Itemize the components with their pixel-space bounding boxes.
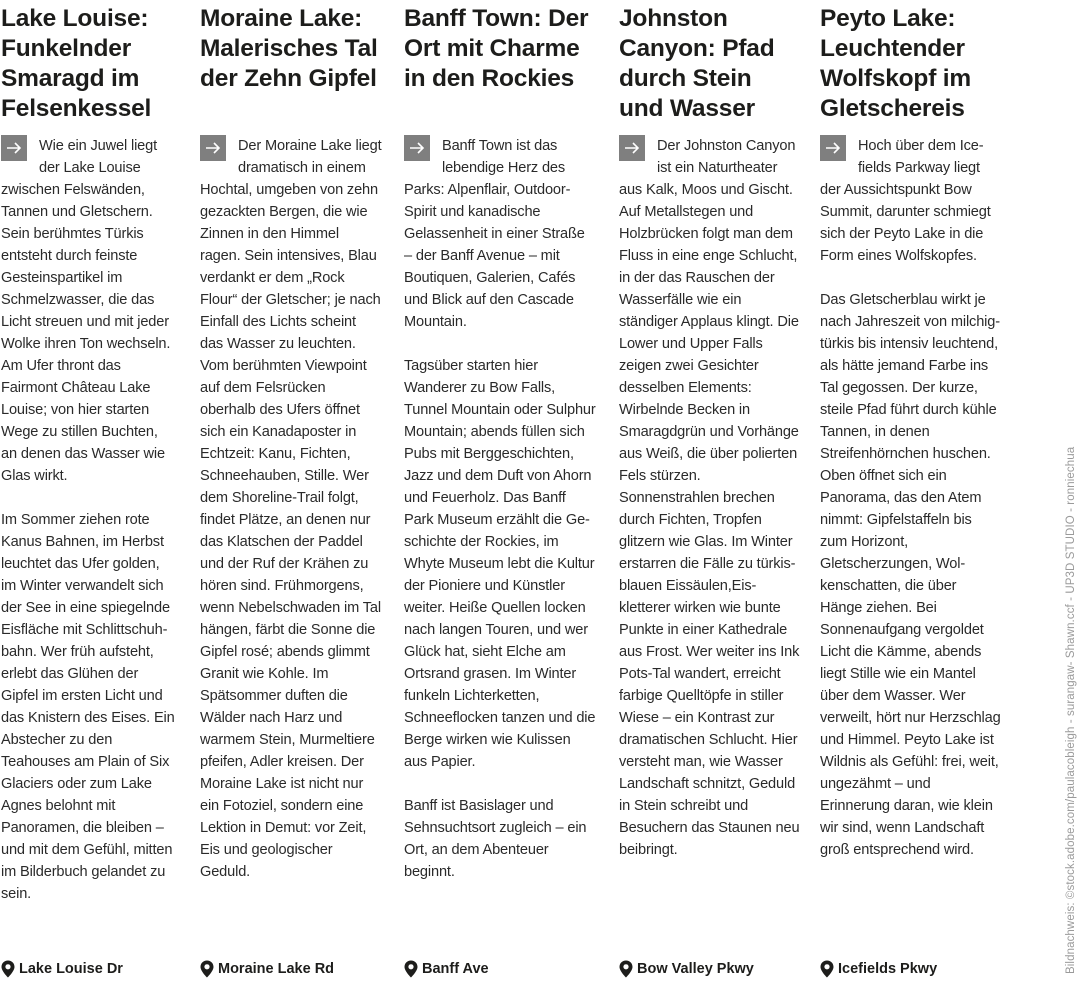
article-paragraph xyxy=(200,135,382,883)
paragraph-text: Hoch über dem Icefields Parkway liegt der Aussichtspunkt Bow Summit, darunter schmiegt sich der Peyto Lake in die Form eines Wolfskopfes. xyxy=(820,138,991,264)
article-body xyxy=(200,135,382,905)
paragraph-text: Der Moraine Lake liegt dramatisch in einem Hochtal, umgeben von zehn gezackten Bergen, die wie Zinnen in den Himmel ragen. Sein intensives, Blau verdankt er dem „Rock Flour“ der Gletscher; je nach Einfall des Lichts scheint das Wasser zu leuchten. Vom berühmten Viewpoint auf dem Felsrücken oberhalb des Ufers öffnet sich ein Kanadaposter in Echtzeit: Kanu, Fichten, Schneehauben, Stille. Wer dem Shoreline-Trail folgt, findet Plätze, an denen nur das Klatschen der Paddel und der Ruf der Krähen zu hören sind. Frühmorgens, wenn Nebelschwaden im Tal hängen, färbt die Sonne die Gipfel rosé; abends glimmt Granit wie Kohle. Im Spätsommer duften die Wälder nach Harz und warmem Stein, Murmeltiere pfeifen, Adler kreisen. Der Moraine Lake ist nicht nur ein Fotoziel, sondern eine Lektion in Demut: vor Zeit, Eis und geologischer Geduld. xyxy=(200,138,382,880)
arrow-right-icon xyxy=(820,135,846,161)
article-johnston-canyon xyxy=(619,4,801,996)
article-paragraph: Das Gletscherblau wirkt je nach Jahreszeit von milchig-türkis bis intensiv leuchtend, als hätte jemand Farbe ins Tal gegossen. Der kurze, steile Pfad führt durch kühle Tannen, in denen Streifenhörnchen huschen. Oben öffnet sich ein Panorama, das den Atem nimmt: Gipfelstaffeln bis zum Horizont, Gletscherzungen, Wolkenschatten, die über Hänge ziehen. Bei Sonnenaufgang vergoldet Licht die Kämme, abends liegt Stille wie ein Mantel über dem Wasser. Wer verweilt, hört nur Herzschlag und Himmel. Peyto Lake ist Wildnis als Gefühl: frei, weit, ungezähmt – und Erinnerung daran, wie klein wir sind, wenn Landschaft groß entsprechend wird. xyxy=(820,292,1001,858)
article-paragraph xyxy=(404,135,596,333)
article-title: Lake Louise: Funkelnder Smaragd im Felsenkessel xyxy=(1,5,152,122)
paragraph-text: Banff Town ist das lebendige Herz des Parks: Alpenflair, Outdoor-Spirit und kanadische Gelassenheit in einer Straße – der Banff Avenue – mit Boutiquen, Galerien, Cafés und Blick auf den Cascade Mountain. xyxy=(404,138,585,330)
map-pin-icon xyxy=(404,960,418,978)
map-pin-icon xyxy=(820,960,834,978)
arrow-right-icon xyxy=(404,135,430,161)
location-label xyxy=(1,959,123,979)
article-lake-louise xyxy=(1,4,177,996)
article-body xyxy=(1,135,177,927)
article-title: Banff Town: Der Ort mit Charme in den Rockies xyxy=(404,5,589,92)
article-paragraph xyxy=(1,135,177,487)
article-body xyxy=(820,135,1002,883)
article-paragraph: Tagsüber starten hier Wanderer zu Bow Falls, Tunnel Mountain oder Sulphur Mountain; abends füllen sich Pubs mit Berggeschichten, Jazz und dem Duft von Ahorn und Feuerholz. Das Banff Park Museum erzählt die Geschichte der Rockies, im Whyte Museum lebt die Kultur der Pioniere und Künstler weiter. Heiße Quellen locken nach langen Touren, und wer Glück hat, sieht Elche am Ortsrand grasen. Im Winter funkeln Lichterketten, Schneeflocken tanzen und die Berge wirken wie Kulissen aus Papier. xyxy=(404,358,596,770)
arrow-right-icon xyxy=(1,135,27,161)
article-paragraph: Im Sommer ziehen rote Kanus Bahnen, im Herbst leuchtet das Ufer golden, im Winter verwandelt sich der See in eine spiegelnde Eisfläche mit Schlittschuhbahn. Wer früh aufsteht, erlebt das Glühen der Gipfel im ersten Licht und das Knistern des Eises. Ein Abstecher zu den Teahouses am Plain of Six Glaciers oder zum Lake Agnes belohnt mit Panoramen, die bleiben – und mit dem Gefühl, mitten im Bilderbuch gelandet zu sein. xyxy=(1,512,175,902)
article-moraine-lake xyxy=(200,4,382,996)
location-text: Bow Valley Pkwy xyxy=(637,961,754,977)
article-banff-town xyxy=(404,4,596,996)
article-title: Moraine Lake: Malerisches Tal der Zehn Gipfel xyxy=(200,5,378,92)
image-credit: Bildnachweis: ©stock.adobe.com/paulacobleigh - surangaw- Shawn.ccf - UP3D STUDIO - ronniechua xyxy=(1065,446,1077,974)
arrow-right-icon xyxy=(200,135,226,161)
article-title: Peyto Lake: Leuchtender Wolfskopf im Gletschereis xyxy=(820,5,971,122)
location-text: Moraine Lake Rd xyxy=(218,961,335,977)
location-text: Lake Louise Dr xyxy=(19,961,123,977)
article-peyto-lake xyxy=(820,4,1002,996)
map-pin-icon xyxy=(619,960,633,978)
article-paragraph xyxy=(619,135,801,861)
location-text: Icefields Pkwy xyxy=(838,961,938,977)
paragraph-text: Wie ein Juwel liegt der Lake Louise zwischen Felswänden, Tannen und Gletschern. Sein berühmtes Türkis entsteht durch feinste Gesteinspartikel im Schmelzwasser, die das Licht streuen und mit jeder Wolke ihren Ton wechseln. Am Ufer thront das Fairmont Château Lake Louise; von hier starten Wege zu stillen Buchten, an denen das Wasser wie Glas wirkt. xyxy=(1,138,171,484)
location-label xyxy=(200,959,334,979)
location-label xyxy=(820,959,937,979)
article-body xyxy=(619,135,801,883)
article-body xyxy=(404,135,596,905)
paragraph-text: Der Johnston Canyon ist ein Naturtheater aus Kalk, Moos und Gischt. Auf Metallstegen und Holzbrücken folgt man dem Fluss in eine enge Schlucht, in der das Rauschen der Wasserfälle wie ein ständiger Applaus klingt. Die Lower und Upper Falls zeigen zwei Gesichter desselben Elements: Wirbelnde Becken in Smaragdgrün und Vorhänge aus Weiß, die über polierten Fels stürzen. Sonnenstrahlen brechen durch Fichten, Tropfen glitzern wie Glas. Im Winter erstarren die Fälle zu türkisblauen Eissäulen,Eiskletterer wirken wie bunte Punkte in einer Kathedrale aus Frost. Wer weiter ins Ink Pots-Tal wandert, erreicht farbige Quelltöpfe in stiller Wiese – ein Kontrast zur dramatischen Schlucht. Hier versteht man, wie Wasser Landschaft schnitzt, Geduld in Stein schreibt und Besuchern das Staunen neu beibringt. xyxy=(619,138,800,858)
arrow-right-icon xyxy=(619,135,645,161)
location-label xyxy=(404,959,489,979)
location-label xyxy=(619,959,754,979)
map-pin-icon xyxy=(1,960,15,978)
article-title: Johnston Canyon: Pfad durch Stein und Wasser xyxy=(619,5,775,122)
location-text: Banff Ave xyxy=(422,961,489,977)
map-pin-icon xyxy=(200,960,214,978)
article-paragraph: Banff ist Basislager und Sehnsuchtsort zugleich – ein Ort, an dem Abenteuer beginnt. xyxy=(404,798,587,880)
article-paragraph xyxy=(820,135,1002,267)
